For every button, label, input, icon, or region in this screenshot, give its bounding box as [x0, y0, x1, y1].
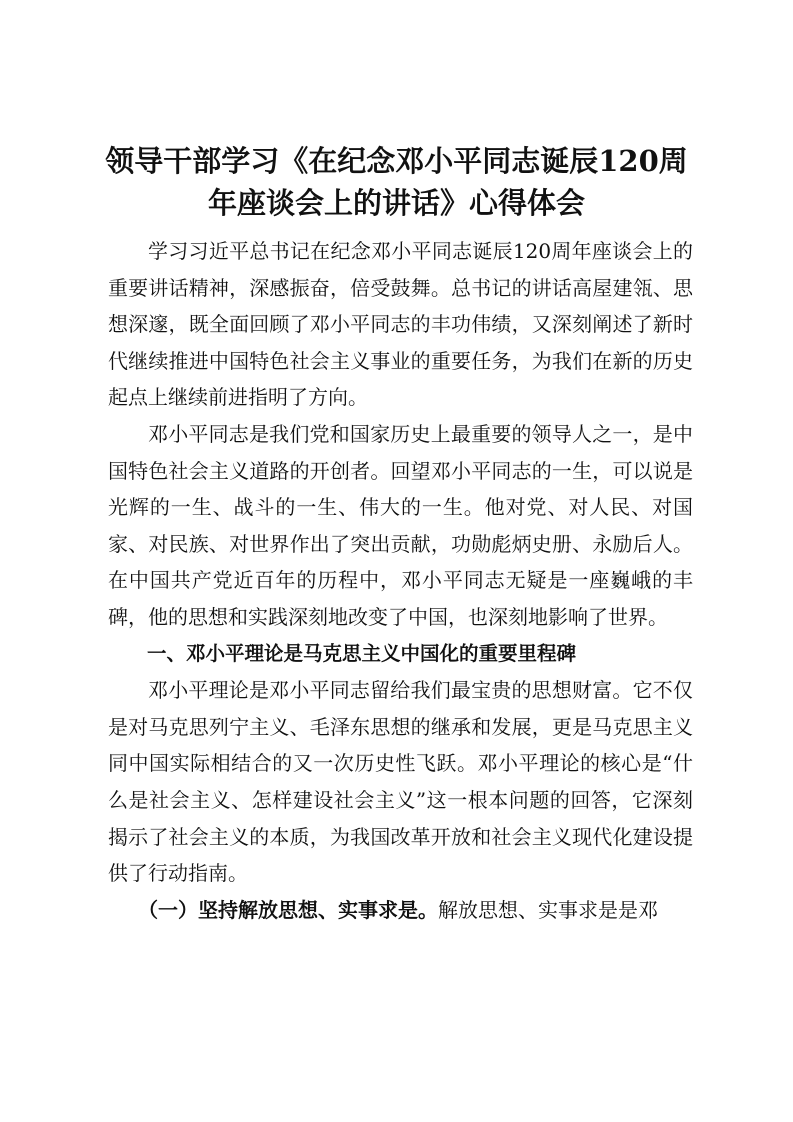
- subsection-text-1: 解放思想、实事求是是邓: [438, 897, 658, 922]
- title-line-2: 年座谈会上的讲话》心得体会: [207, 186, 585, 220]
- paragraph-deng-theory: 邓小平理论是邓小平同志留给我们最宝贵的思想财富。它不仅是对马克思列宁主义、毛泽东思想的继承和发展，更是马克思主义同中国实际相结合的又一次历史性飞跃。邓小平理论的核心是“什么是社会主义、怎样建设社会主义”这一根本问题的回答，它深刻揭示了社会主义的本质，为我国改革开放和社会主义现代化建设提供了行动指南。: [108, 678, 693, 886]
- subsection-paragraph-1: [108, 892, 693, 929]
- title-line-1: 领导干部学习《在纪念邓小平同志诞辰120周: [105, 144, 688, 178]
- document-title: [100, 140, 693, 224]
- section-heading-1: 一、邓小平理论是马克思主义中国化的重要里程碑: [147, 641, 577, 665]
- paragraph-deng-biography: 邓小平同志是我们党和国家历史上最重要的领导人之一，是中国特色社会主义道路的开创者。回望邓小平同志的一生，可以说是光辉的一生、战斗的一生、伟大的一生。他对党、对人民、对国家、对民族、对世界作出了突出贡献，功勋彪炳史册、永励后人。在中国共产党近百年的历程中，邓小平同志无疑是一座巍峨的丰碑，他的思想和实践深刻地改变了中国，也深刻地影响了世界。: [108, 421, 693, 629]
- document-body: [108, 233, 693, 928]
- subsection-heading-1: （一）坚持解放思想、实事求是。: [138, 897, 438, 922]
- paragraph-intro: 学习习近平总书记在纪念邓小平同志诞辰120周年座谈会上的重要讲话精神，深感振奋，倍受鼓舞。总书记的讲话高屋建瓴、思想深邃，既全面回顾了邓小平同志的丰功伟绩，又深刻阐述了新时代继续推进中国特色社会主义事业的重要任务，为我们在新的历史起点上继续前进指明了方向。: [108, 239, 693, 410]
